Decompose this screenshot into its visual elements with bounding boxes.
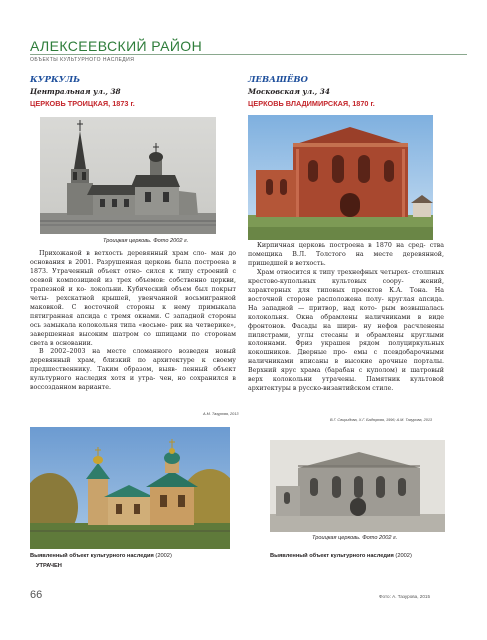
left-paragraph-2: В 2002–2003 на месте сломанного возведен новый деревянный храм, близкий по архитектуре к своему предшественнику. Таким образом, выяв- ленный объект культурного наследия хотя и утра- чен, но сохранился в воссозданном варианте. xyxy=(30,348,236,392)
section-subtitle: ОБЪЕКТЫ КУЛЬТУРНОГО НАСЛЕДИЯ xyxy=(30,57,135,63)
brick-church-photo xyxy=(248,115,433,240)
section-title: АЛЕКСЕЕВСКИЙ РАЙОН xyxy=(30,38,203,54)
header-divider xyxy=(30,54,467,55)
right-street-address: Московская ул., 34 xyxy=(248,87,330,96)
left-photo-caption: Троицкая церковь. Фото 2002 г. xyxy=(103,238,189,244)
left-body-text xyxy=(30,250,236,393)
left-author-credit: А.М. Тазурова, 2013 xyxy=(203,412,239,416)
photo-credit: Фото: А. Тазурова, 2015 xyxy=(379,594,430,599)
left-church-title: ЦЕРКОВЬ ТРОИЦКАЯ, 1873 г. xyxy=(30,99,135,108)
right-paragraph-1: Кирпичная церковь построена в 1870 на сред- ства помещика В.Л. Толстого на месте деревянной, пришедшей в ветхость. xyxy=(248,242,444,267)
left-paragraph-1: Прихожаной в ветхость деревянный храм сло- ман до основания в 2001. Разрушенная церковь была построена в 1873. Утраченный объект отно- сился к типу строений с осевой композицией из трех объемов: собственно церкви, трапезной и ко- локольни. Кубический объем был покрыт четы- рехскатной крышей, увенчанной восьмигранной маковкой. С восточной стороны к нему примыкала пятигранная апсида с тремя окнами. С западной стороны ось замыкала колокольня типа «восьме- рик на четверике», завершенная высоким шатром со шпицами по сторонам света в основании. xyxy=(30,250,237,347)
right-paragraph-2: Храм относится к типу трехнефных четырех- столпных крестово-купольных культовых соору- жений, характерных для типовых проектов К.А. Тона. На восточной стороне расположена полу- круглая апсида. На западной — притвор, над кото- рым возвышалась колокольня. Окна обрамлены наличниками в виде фронтонов. Фасады на шири- ну нефов расчленены пилястрами, углы стесаны и обрамлены круглыми колоннами. Фриз украшен рядом полуциркульных кокошников. Дверные про- емы с псевдобарочными наличниками вписаны в высокие арочные порталы. Верхний ярус храма (барабан с куполом) и шатровый верх колокольни утрачены. Памятник культовой архитектуры в русско-византийском стиле. xyxy=(248,268,444,393)
right-author-credit: В.Г. Свиридова, Х.Г. Бадюрова, 1996; А.М. Тазурова, 2013 xyxy=(330,418,433,422)
right-heritage-status: Выявленный объект культурного наследия (2002) xyxy=(270,553,412,559)
left-street-address: Центральная ул., 38 xyxy=(30,87,121,96)
lost-status-label: УТРАЧЕН xyxy=(36,563,62,569)
page-number: 66 xyxy=(30,589,43,601)
right-church-title: ЦЕРКОВЬ ВЛАДИМИРСКАЯ, 1870 г. xyxy=(248,99,375,108)
right-photo-caption: Троицкая церковь. Фото 2002 г. xyxy=(312,535,398,541)
right-town-name: ЛЕВАШЁВО xyxy=(248,75,308,85)
wooden-church-photo xyxy=(40,117,216,234)
left-heritage-status: Выявленный объект культурного наследия (2002) xyxy=(30,553,172,559)
brick-church-archive-photo xyxy=(270,440,445,532)
new-wooden-church-photo xyxy=(30,427,230,549)
left-town-name: КУРКУЛЬ xyxy=(30,75,81,85)
right-body-text xyxy=(248,242,444,394)
